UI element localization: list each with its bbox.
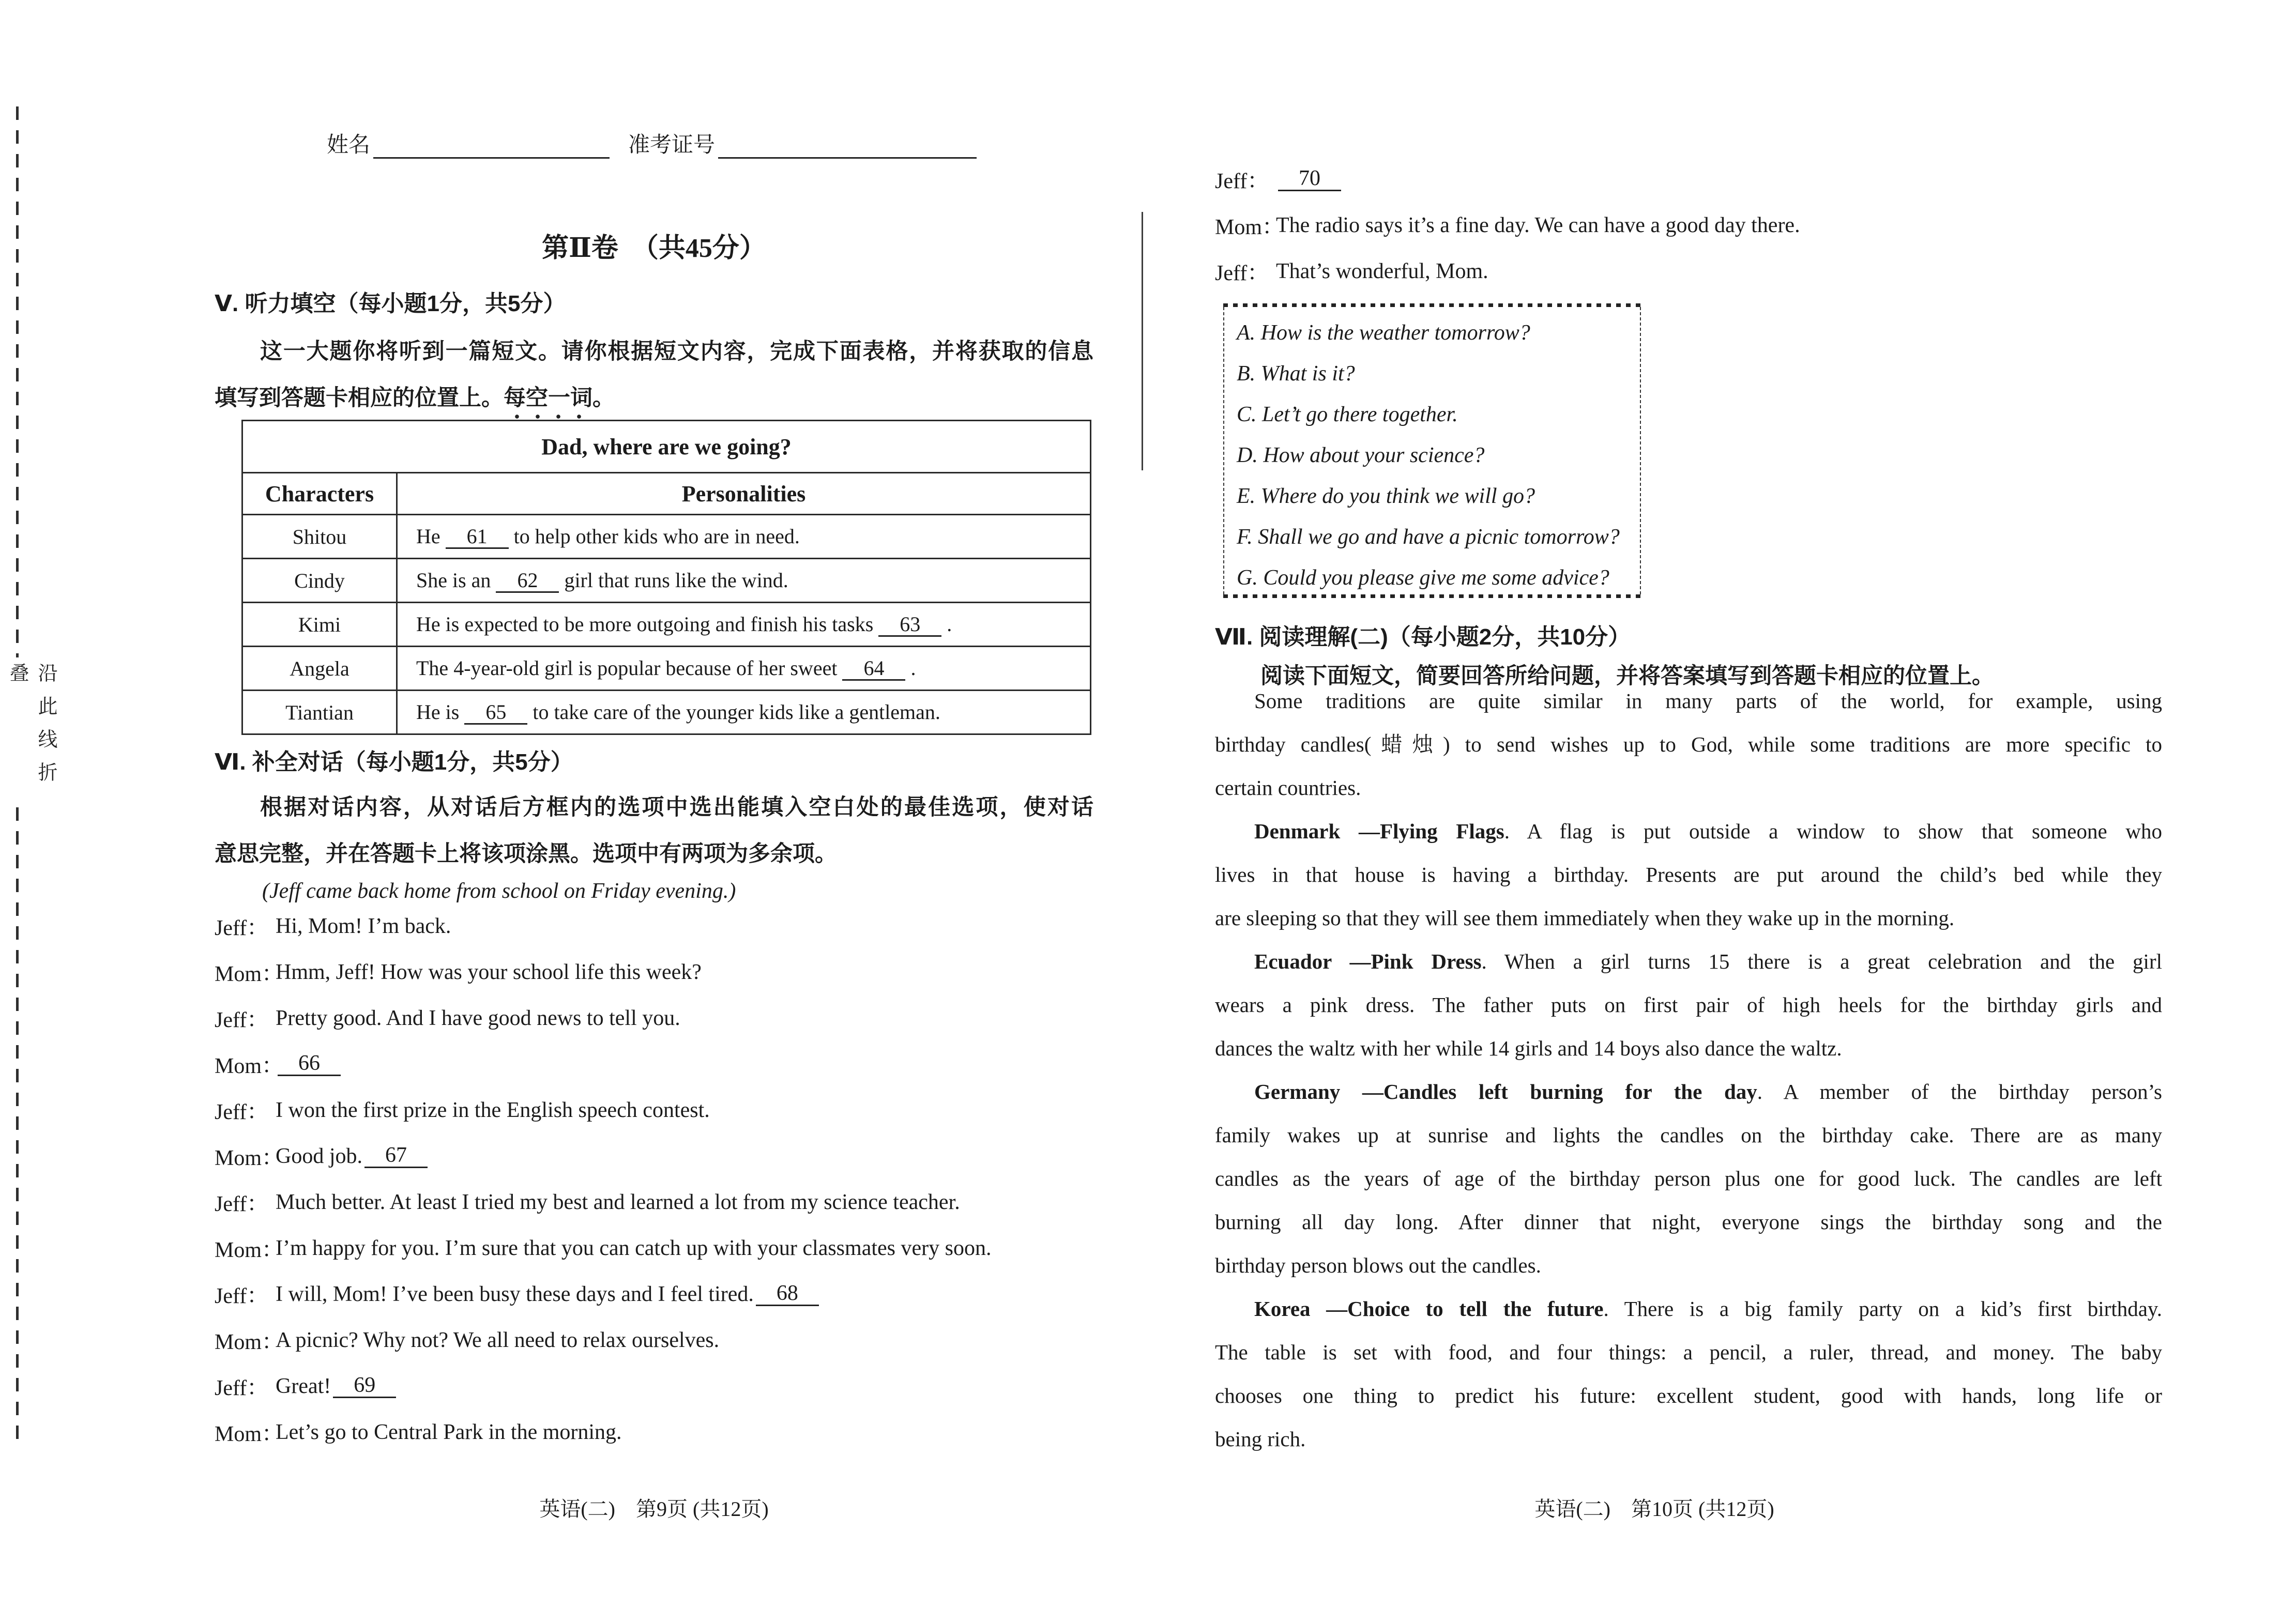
column-header-personalities: Personalities	[397, 473, 1091, 515]
passage-text: are sleeping so that they will see them immediately when they wake up in the morning.	[1215, 906, 1955, 930]
dialogue-text: Much better. At least I tried my best and learned a lot from my science teacher.	[276, 1190, 960, 1214]
passage-text: family wakes up at sunrise and lights the candles on the birthday cake. There are as many	[1215, 1123, 2162, 1147]
passage-line	[1215, 896, 2162, 940]
passage-text: . There is a big family party on a kid’s first birthday.	[1603, 1297, 2162, 1321]
speaker-label: Mom：	[215, 1330, 284, 1354]
passage-line	[1215, 1157, 2162, 1200]
passage-line	[1215, 1200, 2162, 1244]
cell-text: to take care of the younger kids like a gentleman.	[527, 700, 940, 724]
personality-cell	[397, 647, 1091, 691]
section7-heading: Ⅶ. 阅读理解(二)（每小题2分，共10分）	[1215, 624, 1631, 650]
speaker-label: Jeff：	[215, 916, 269, 940]
reading-passage	[1215, 679, 2162, 1461]
option-f: F. Shall we go and have a picnic tomorrow?	[1237, 525, 1620, 549]
speaker-label: Mom：	[1215, 215, 1284, 239]
passage-text: dances the waltz with her while 14 girls and 14 boys also dance the waltz.	[1215, 1036, 1842, 1060]
listening-fill-table	[241, 420, 1091, 735]
dialogue-text: That’s wonderful, Mom.	[1276, 259, 1488, 283]
speaker-label: Mom：	[215, 1054, 284, 1078]
ticket-blank-line	[718, 134, 977, 159]
personality-cell	[397, 691, 1091, 734]
dialogue-text: A picnic? Why not? We all need to relax ourselves.	[276, 1328, 720, 1352]
passage-text: being rich.	[1215, 1427, 1306, 1451]
dialogue-line	[215, 1179, 1114, 1225]
ticket-number-label: 准考证号	[628, 133, 716, 157]
dialogue-line	[215, 1133, 1114, 1179]
passage-line	[1215, 1027, 2162, 1070]
dialogue-text: Pretty good. And I have good news to tell you.	[276, 1006, 680, 1030]
personality-cell	[397, 515, 1091, 559]
option-c: C. Let’t go there together.	[1237, 402, 1458, 426]
character-name: Angela	[242, 647, 397, 691]
table-row	[242, 515, 1091, 559]
passage-text: burning all day long. After dinner that night, everyone sings the birthday song and the	[1215, 1210, 2162, 1234]
table-row	[242, 603, 1091, 647]
name-blank-line	[373, 134, 610, 159]
cell-text: girl that runs like the wind.	[559, 569, 788, 592]
cell-text: He is	[416, 700, 465, 724]
dialogue-text: Hi, Mom! I’m back.	[276, 914, 451, 938]
option-g: G. Could you please give me some advice?	[1237, 565, 1609, 590]
cell-text: He is expected to be more outgoing and finish his tasks	[416, 612, 879, 636]
speaker-label: Mom：	[215, 1422, 284, 1446]
cell-text: .	[941, 612, 952, 636]
blank-69: 69	[333, 1374, 396, 1398]
speaker-label: Mom：	[215, 1146, 284, 1170]
speaker-label: Jeff：	[215, 1192, 269, 1216]
passage-text: chooses one thing to predict his future: excellent student, good with hands, long life or	[1215, 1384, 2162, 1407]
dialogue-text: Great!	[276, 1374, 331, 1398]
dialogue-line	[215, 1409, 1114, 1455]
cell-text: The 4-year-old girl is popular because of her sweet	[416, 656, 843, 680]
passage-text: Some traditions are quite similar in many parts of the world, for example, using	[1254, 689, 2162, 713]
part2-title: 第Ⅱ卷 （共45分）	[542, 234, 766, 263]
fold-dashed-line-top	[16, 106, 19, 657]
dialogue-text: I will, Mom! I’ve been busy these days and I feel tired.	[276, 1282, 754, 1306]
page9-footer: 英语(二) 第9页 (共12页)	[539, 1497, 769, 1521]
section5-instruction-line2	[215, 380, 1093, 412]
passage-text: . A member of the birthday person’s	[1757, 1080, 2162, 1104]
dialogue-block-continued	[1215, 156, 2166, 294]
character-name: Cindy	[242, 559, 397, 603]
passage-text: birthday candles(蜡烛) to send wishes up to God, while some traditions are more specific to	[1215, 732, 2162, 756]
dialogue-text: Let’s go to Central Park in the morning.	[276, 1420, 622, 1444]
table-row	[242, 559, 1091, 603]
section6-instruction-line2: 意思完整，并在答题卡上将该项涂黑。选项中有两项为多余项。	[215, 841, 837, 866]
section5-heading: Ⅴ. 听力填空（每小题1分，共5分）	[215, 291, 566, 316]
dialogue-text: I won the first prize in the English speech contest.	[276, 1098, 710, 1122]
passage-line-denmark	[1215, 809, 2162, 853]
dialogue-line	[215, 1087, 1114, 1133]
dialogue-line	[1215, 202, 2166, 248]
passage-line	[1215, 723, 2162, 766]
section6-instruction-line1: 根据对话内容，从对话后方框内的选项中选出能填入空白处的最佳选项，使对话	[260, 795, 1093, 820]
blank-63: 63	[878, 614, 941, 637]
passage-line-ecuador	[1215, 940, 2162, 983]
dialogue-line	[215, 1363, 1114, 1409]
passage-line	[1215, 1417, 2162, 1461]
country-heading-germany: Germany —Candles left burning for the day	[1254, 1080, 1757, 1104]
passage-line	[1215, 1244, 2162, 1287]
passage-line	[1215, 766, 2162, 809]
table-row	[242, 647, 1091, 691]
character-name: Shitou	[242, 515, 397, 559]
passage-text: certain countries.	[1215, 776, 1361, 800]
dialogue-line	[215, 995, 1114, 1041]
blank-62: 62	[496, 570, 559, 593]
dialogue-scene-setting: (Jeff came back home from school on Friday evening.)	[262, 879, 736, 903]
dialogue-line	[215, 903, 1114, 949]
dialogue-line	[1215, 248, 2166, 294]
option-e: E. Where do you think we will go?	[1237, 484, 1535, 508]
blank-70: 70	[1278, 167, 1341, 191]
passage-text: . When a girl turns 15 there is a great celebration and the girl	[1481, 949, 2162, 973]
passage-text: lives in that house is having a birthday. Presents are put around the child’s bed while they	[1215, 863, 2162, 886]
passage-text: . A flag is put outside a window to show that someone who	[1504, 819, 2162, 843]
blank-61: 61	[446, 526, 509, 549]
dialogue-text: I’m happy for you. I’m sure that you can catch up with your classmates very soon.	[276, 1236, 992, 1260]
dialogue-line	[1215, 156, 2166, 202]
table-row	[242, 691, 1091, 734]
options-box	[1223, 307, 1641, 594]
personality-cell	[397, 603, 1091, 647]
passage-text: candles as the years of age of the birthday person plus one for good luck. The candles are left	[1215, 1167, 2162, 1190]
dialogue-block	[215, 903, 1114, 1455]
blank-67: 67	[364, 1144, 428, 1168]
option-d: D. How about your science?	[1237, 443, 1485, 467]
speaker-label: Jeff：	[1215, 261, 1269, 285]
dialogue-line	[215, 1225, 1114, 1271]
fold-dashed-line-bottom	[16, 807, 19, 1447]
passage-line	[1215, 1330, 2162, 1374]
section5-instruction-line1: 这一大题你将听到一篇短文。请你根据短文内容，完成下面表格，并将获取的信息	[260, 339, 1093, 364]
passage-text: wears a pink dress. The father puts on first pair of high heels for the birthday girls and	[1215, 993, 2162, 1017]
passage-text: The table is set with food, and four things: a pencil, a ruler, thread, and money. The baby	[1215, 1340, 2162, 1364]
instruction-period: 。	[592, 386, 615, 410]
instruction-text: 填写到答题卡相应的位置上。	[215, 386, 504, 410]
dialogue-line	[215, 1041, 1114, 1087]
dialogue-text: The radio says it’s a fine day. We can have a good day there.	[1276, 213, 1800, 237]
character-name: Kimi	[242, 603, 397, 647]
name-ticket-header	[327, 128, 977, 159]
blank-66: 66	[278, 1052, 341, 1076]
passage-line	[1215, 1374, 2162, 1417]
speaker-label: Jeff：	[215, 1376, 269, 1400]
option-a: A. How is the weather tomorrow?	[1237, 320, 1530, 345]
country-heading-denmark: Denmark —Flying Flags	[1254, 819, 1504, 843]
cell-text: She is an	[416, 569, 496, 592]
speaker-label: Jeff：	[215, 1008, 269, 1032]
speaker-label: Jeff：	[215, 1100, 269, 1124]
passage-line-germany	[1215, 1070, 2162, 1113]
emphasized-one-word-per-blank: 每空一词	[504, 380, 592, 412]
blank-64: 64	[842, 657, 905, 681]
passage-line	[1215, 679, 2162, 723]
speaker-label: Mom：	[215, 962, 284, 986]
cell-text: to help other kids who are in need.	[508, 525, 800, 548]
name-label: 姓名	[327, 133, 371, 157]
passage-line-korea	[1215, 1287, 2162, 1330]
page-edge-line	[1142, 212, 1143, 470]
dialogue-text: Hmm, Jeff! How was your school life this week?	[276, 960, 702, 984]
passage-text: birthday person blows out the candles.	[1215, 1253, 1541, 1277]
section6-heading: Ⅵ. 补全对话（每小题1分，共5分）	[215, 749, 573, 775]
speaker-label: Mom：	[215, 1238, 284, 1262]
page10-footer: 英语(二) 第10页 (共12页)	[1534, 1497, 1774, 1521]
dialogue-line	[215, 949, 1114, 995]
country-heading-korea: Korea —Choice to tell the future	[1254, 1297, 1604, 1321]
character-name: Tiantian	[242, 691, 397, 734]
blank-68: 68	[756, 1282, 819, 1306]
passage-line	[1215, 1113, 2162, 1157]
speaker-label: Jeff：	[215, 1284, 269, 1308]
speaker-label: Jeff：	[1215, 169, 1269, 193]
cell-text: .	[905, 656, 916, 680]
column-header-characters: Characters	[242, 473, 397, 515]
option-b: B. What is it?	[1237, 361, 1355, 386]
dialogue-line	[215, 1271, 1114, 1317]
fold-instruction-vertical-text: 沿此线折叠	[6, 663, 56, 795]
dialogue-text: Good job.	[276, 1144, 362, 1168]
country-heading-ecuador: Ecuador —Pink Dress	[1254, 949, 1482, 973]
table-title: Dad, where are we going?	[242, 421, 1091, 473]
personality-cell	[397, 559, 1091, 603]
blank-65: 65	[464, 701, 527, 725]
passage-line	[1215, 983, 2162, 1027]
dialogue-line	[215, 1317, 1114, 1363]
cell-text: He	[416, 525, 446, 548]
passage-line	[1215, 853, 2162, 896]
section7-instruction: 阅读下面短文，简要回答所给问题，并将答案填写到答题卡相应的位置上。	[1260, 664, 1994, 688]
